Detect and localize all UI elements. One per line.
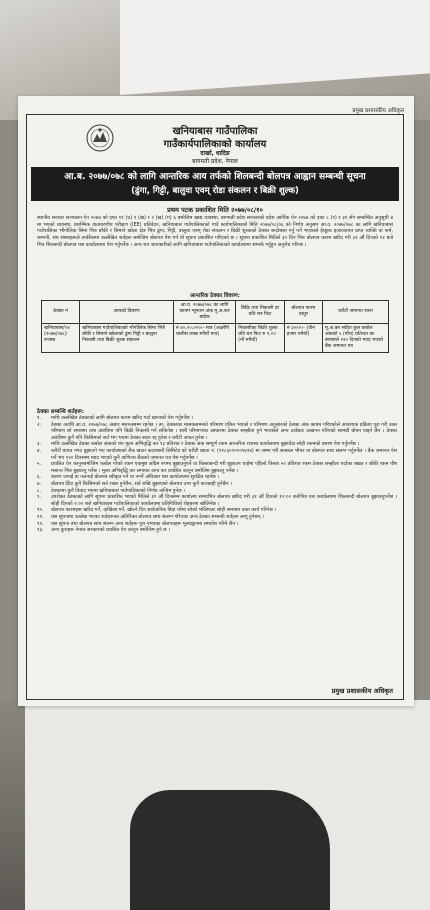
col-header: ठेक्का नं — [42, 301, 80, 324]
cell-deposit: मू.अ.कर सहित कुल कबोल अंकको ५ (पाँच) प्रतिशत का बराबरले १२० दिनको म्याद भएको बैंक जमानत पत्र — [323, 324, 389, 353]
col-header: आ.व. २०७७/०७८ का लागि कायम न्यूनतम अंक मू.अ.कर बाहेक — [173, 301, 235, 324]
condition-text: यस सूचना तथा बोलपत्र साथ संलग्न अन्य शर्तहरू पूरा नभएका बोलपत्रहरू मूल्याङ्कनमा समावेश गरिने छैन । — [51, 520, 239, 527]
condition-text: उपरोक्त ठेक्काको लागि सूचना प्रकाशित भएको मितिले ३१ औं दिनसम्म कार्यालय समयभित्र बोलपत्र खरिद गरी ३१ औं दिनको १२:०० बजेभित्र यस कार्यालयमा शिलबन्दी बोलपत्र बुझाउनुपर्नेछ । सोही दिनको २:०० बजे खनियाबास गाउँपालिकाको कार्यालयमा प्रतिनिधिको रोहबरमा खोलिनेछ । — [51, 494, 397, 507]
office-name: खनियाबास गाउँपालिका — [172, 126, 258, 137]
table-row — [42, 324, 389, 353]
cell-description: खनियाबास गाउँपालिकाको भौगोलिक सिमा भित्रै बाँकी र सिमाने खोलाको ढुंगा गिट्टी र बालुवा निकासी तथा बिक्री शुल्क संकलन — [80, 324, 174, 353]
condition-number: ७. — [37, 480, 42, 487]
condition-number: २. — [37, 421, 42, 428]
newspaper-notice — [18, 96, 414, 706]
notice-subtitle: (ढुंगा, गिट्टी, बालुवा एवम् रोडा संकलन र बिक्री शुल्क) — [131, 186, 299, 196]
condition-item — [37, 481, 397, 488]
notice-frame — [26, 114, 404, 700]
cell-fee: रु ३०००।- (तीन हजार रुपैयाँ) — [284, 324, 322, 353]
condition-item — [37, 422, 397, 442]
condition-text: अन्य कुराहरू नेपाल सरकारको प्रचलित ऐन कानुन बमोजिम हुने छ । — [51, 527, 170, 534]
condition-number: ८. — [37, 487, 42, 494]
condition-number: ११. — [37, 513, 44, 520]
condition-item — [37, 441, 397, 448]
condition-text: बोलपत्र फारमहरू खरिद गर्ने, दाखिला गर्ने, खोल्ने दिन सार्वजनिक बिदा परेमा सोको भोलिपल्ट सोही समयमा उक्त कार्य गरिनेछ । — [51, 507, 277, 514]
condition-text: ठेक्कामा कुनै विवाद भएमा खनियाबास गाउँपालिकाको निर्णय अन्तिम हुनेछ । — [51, 487, 186, 494]
condition-number: ९. — [37, 494, 42, 501]
office-province: बागमती प्रदेश, नेपाल — [192, 158, 238, 165]
office-subtitle: गाउँकार्यपालिकाको कार्यालय — [163, 139, 267, 150]
condition-item — [37, 461, 397, 474]
condition-item — [37, 494, 397, 507]
condition-number: १०. — [37, 507, 44, 514]
col-header: आयको विवरण — [80, 301, 174, 324]
signature: प्रमुख प्रशासकीय अधिकृत — [331, 687, 393, 695]
header-tag: प्रमुख प्रशासकीय अधिकृत — [352, 108, 404, 114]
condition-text: प्रचलित ऐन कानुनबमोजिम कबोल गरेको रकम एकमुष्ठ अग्रिम रुपमा बुझाउनुपर्ने वा किस्ताबन्दी गरी बुझाउन चाहेमा पहिलो किस्ता ५० प्रतिशत रकम ठेक्का सम्झौता गर्दाका बखत र बाँकी रकम पौष मसान्त भित्र बुझाउनु पर्नेछ । मूल्य अभिवृद्धि कर लगायत अन्य कर प्रचलित कानुन बमोजिम बुझाउनु पर्नेछ । — [51, 461, 397, 474]
condition-item — [37, 514, 397, 521]
cell-tender-no: खनियाबास/०४ (२०७७/०७८) राजस्व — [42, 324, 80, 353]
condition-text: धरौटी बापत नगद बुझाउने भए कार्यालयको बैंक खाता कदराबारी लिमिटेड को धरौटी खाता नं. (९१८६०००००१४२४) मा जम्मा गरी सक्कल भौचर वा बोलपत्र साथ संलग्न गर्नुपर्नेछ । बैंक जमानत पेश गर्ने भए १२० दिनसम्म म्याद भएको कुनै वाणिज्य बैंकको जमानत पत्र पेश गर्नुपर्नेछ । — [51, 447, 397, 461]
table-header-row — [42, 301, 389, 324]
condition-item — [37, 527, 397, 534]
notice-title-banner — [31, 167, 399, 201]
conditions-list — [37, 415, 397, 534]
col-header: बोलपत्र फारम दस्तुर — [284, 301, 322, 324]
notice-intro-paragraph: स्थानीय सरकार सञ्चालन ऐन २०७४ को दफा ११ (घ) १ (ख) र २ (ख) (ग) ६ बमोजिम खाद्य व्यवस्था, बागमती प्रदेश सरकारको प्रदेश आर्थिक ऐन २०७७ को दफा ८ (१) र ३१ सँग सम्बन्धित अनुसूची ४ मा भएको व्यवस्था, प्रारम्भिक वातावरणीय परीक्षण (IEE) प्रतिवेदन, खनियाबास गाउँपालिकाको गाउँ कार्यपालिकाको मिति २०७७/०८/०६ को निर्णय अनुसार आ.व. २०७७/०७८ का लागि खनियाबास गाउँपालिका भौगोलिक सिमा भित्र बाँकी र सिमाने खोला क्षेत्र भित्र ढुंगा, गिट्टी, बालुवा एवम् रोडा संकलन र बिक्री शुल्कको ठेक्का बन्दोबस्त गर्नु पर्ने भएकाले ईच्छुक इजाजतपत्र प्राप्त व्यक्ति वा फर्म, कम्पनी, संघ संस्थाहरूले तपसिलमा उल्लेखित शर्तहरू बमोजिम बोलपत्र पेश गर्न यो सूचना प्रकाशित गरिएको छ । सूचना प्रकाशित मितिले ३० दिन भित्र बोलपत्र फारम खरिद गरी ३१ औं दिनको १२ बजे भित्र शिलबन्दी बोलपत्र यस कार्यालयमा पेश गर्नुपर्नेछ । अन्य थप जानकारीको लागि खनियाबास गाउँपालिकाको कार्यालयमा सम्पर्क गर्नुहुन अनुरोध गरिन्छ । — [37, 215, 393, 248]
condition-number: १२. — [37, 520, 44, 527]
notice-title: आ.ब. २०७७/०७८ को लागि आन्तरिक आय तर्फको शिलबन्दी बोलपत्र आह्वान सम्बन्धी सूचना — [64, 172, 366, 182]
condition-text: कारण जनाई वा नजनाई बोलपत्र स्वीकृत गर्ने वा नगर्ने अधिकार यस कार्यालयमा सुरक्षित रहनेछ । — [51, 474, 220, 481]
condition-number: ६. — [37, 474, 42, 481]
condition-number: १३. — [37, 527, 44, 534]
office-district: दार्खा, धादिङ — [200, 150, 230, 157]
col-header: बिक्रि तथा निकासी दर प्रति घन फिट — [236, 301, 285, 324]
background-dark-object — [130, 790, 330, 910]
condition-item — [37, 474, 397, 481]
tender-table — [41, 300, 389, 353]
condition-item — [37, 415, 397, 422]
condition-text: ठेक्का अवधि आ.व. २०७७/०७८ असार मसान्तसम्म रहनेछ । तर, ठेक्काका मासकसम्मको परिमाण एकिन भएको र परिमाण अनुसारको ठेक्का अंक कायम गरिएकोले आवश्यक प्रक्रिया पूरा गरी उक्त परिमाण सो समयमा तथा अवधिमा पनि बिक्री निकासी गर्न सकिनेछ । साथै परिमाणका आधारमा ठेक्का सम्झौता हुने भएकोले अन्य ठाउँबाट उत्खनन गरिएको सामग्री बोक्न पाइने छैन । ठेक्का अवधिमा कुनै पनि किसिमको सर्त भंग भएमा ठेक्का स्वतः रद्द हुनेछ र धरौटी जफत हुनेछ । — [51, 421, 397, 441]
condition-text: बोलपत्र दिँदा कुनै किसिमको सर्त राख्न हुनेछैन, सर्त राखि बुझाएको बोलपत्र उपर कुनै कारबाही हुनेछैन । — [51, 480, 233, 487]
condition-item — [37, 507, 397, 514]
condition-item — [37, 448, 397, 461]
cell-amount: रु ४०,००,०००।- मात्र (अक्षरेपि चालीस लाख रुपैयाँ मात्र) — [173, 324, 235, 353]
conditions-title: ठेक्का सम्बन्धि शर्तहरू: — [37, 409, 84, 415]
cell-rate: निकासीका बिक्री शुल्क प्रति घन फिट रु ९.०० (नौ रुपैयाँ) — [236, 324, 285, 353]
condition-number: ३. — [37, 441, 42, 448]
publish-date: प्रथम पटक प्रकाशित मिति २०७७/०८/१० — [167, 206, 263, 214]
condition-text: यस सूचनामा उल्लेख भएका शर्तहरूका अतिरिक्त बोलपत्र साथ संलग्न गरिएका अन्य ठेक्का सम्बन्धी शर्तहरू लागू हुनेछन् । — [51, 513, 264, 520]
tender-table-title: आन्तरिक ठेक्का विवरण: — [190, 293, 240, 299]
condition-number: १. — [37, 415, 42, 421]
condition-number: ४. — [37, 447, 42, 454]
condition-text: माथि उल्लेखित ठेक्काको लागि बोलपत्र फारम खरिद गर्दा खानाको पेश गर्नुपर्नेछ । — [51, 415, 194, 421]
col-header: धरौटी जमानत रकम — [323, 301, 389, 324]
condition-text: माथि उल्लेखित ठेक्का कबोल अंकको थप मूल्य अभिवृद्धि कर १३ प्रतिशत र ठेक्का अंक सम्पूर्ण रकम आन्तरिक राजस्व कार्यालयमा बुझाउँदा सोही रकमको प्रमाण पेश गर्नुपर्नेछ । — [51, 441, 360, 448]
condition-number: ५. — [37, 461, 42, 468]
